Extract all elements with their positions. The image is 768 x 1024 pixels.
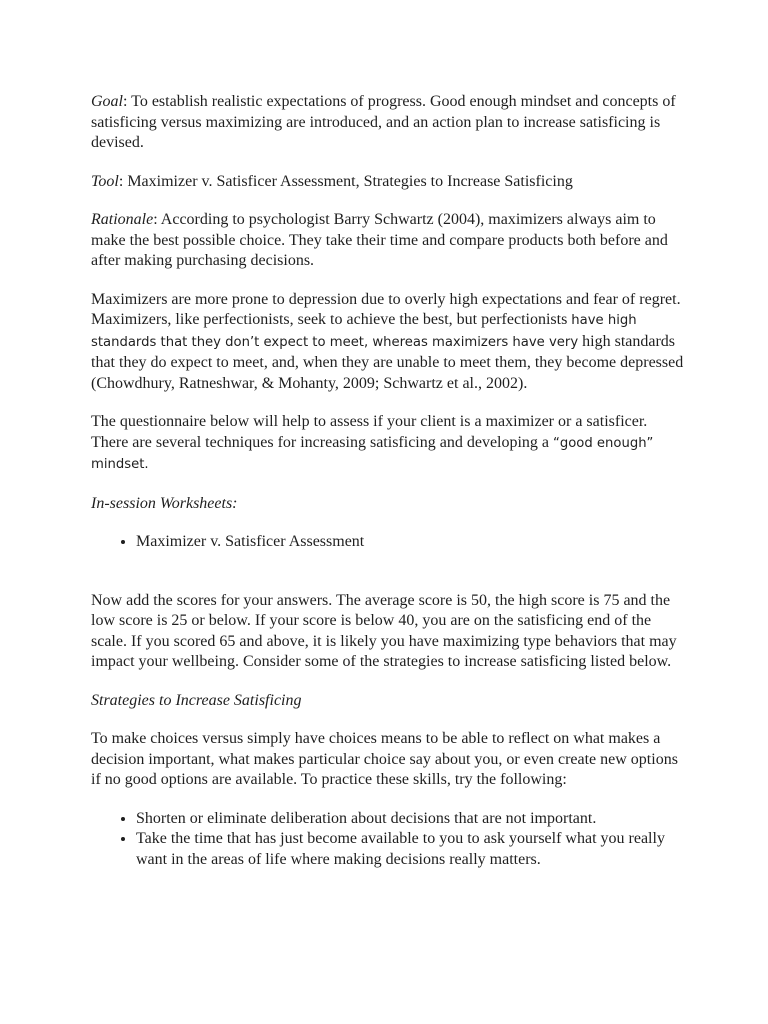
strategy-item: • Shorten or eliminate deliberation about decisions that are not important.: [136, 809, 686, 830]
strategy-item: • Take the time that has just become available to you to ask yourself what you really want in the areas of life where making decisions really matters.: [136, 829, 686, 870]
strategies-heading: Strategies to Increase Satisficing: [91, 691, 302, 709]
goal-text: : To establish realistic expectations of progress. Good enough mindset and concepts of satisficing versus maximizing are introduced, and an action plan to increase satisficing is devised.: [91, 93, 676, 151]
rationale-paragraph: [91, 210, 686, 272]
strategies-list: [91, 809, 686, 871]
document-page: [91, 92, 686, 888]
tool-label: Tool: [91, 172, 119, 190]
choices-paragraph: To make choices versus simply have choices means to be able to reflect on what makes a decision important, what makes particular choice say about you, or even create new options if no good options are available. To practice these skills, try the following:: [91, 730, 678, 788]
scores-paragraph: Now add the scores for your answers. The average score is 50, the high score is 75 and the low score is 25 or below. If your score is below 40, you are on the satisficing end of the scale. If you scored 65 and above, it is likely you have maximizing type behaviors that may impact your wellbeing. Consider some of the strategies to increase satisficing listed below.: [91, 591, 677, 670]
questionnaire-paragraph: [91, 412, 686, 476]
section-spacer: [91, 571, 686, 591]
maximizers-paragraph: [91, 290, 686, 395]
maximizers-text-3: high standards that they do expect to meet, and, when they are unable to meet them, they become depressed (Chowdhury, Ratneshwar, & Mohanty, 2009; Schwartz et al., 2002).: [91, 332, 684, 392]
insession-heading: In-session Worksheets:: [91, 494, 238, 512]
goal-label: Goal: [91, 93, 123, 110]
questionnaire-text-1: The questionnaire below will help to assess if your client is a maximizer or a satisficer. There are several techniques for increasing satisficing and developing a: [91, 413, 648, 451]
tool-text: : Maximizer v. Satisficer Assessment, Strategies to Increase Satisficing: [118, 172, 573, 190]
worksheet-item: • Maximizer v. Satisficer Assessment: [136, 532, 686, 553]
tool-paragraph: [91, 172, 686, 193]
rationale-text: : According to psychologist Barry Schwartz (2004), maximizers always aim to make the best possible choice. They take their time and compare products both before and after making purchasing decisions.: [91, 211, 668, 269]
questionnaire-text-2: “good enough” mindset.: [91, 435, 654, 472]
rationale-label: Rationale: [91, 211, 154, 228]
maximizers-text-1: Maximizers are more prone to depression due to overly high expectations and fear of regret. Maximizers, like perfectionists, seek to achieve the best, but perfectionists: [91, 290, 681, 328]
worksheets-list: [91, 532, 686, 553]
goal-paragraph: [91, 92, 686, 154]
maximizers-text-2: have high standards that they don’t expect to meet, whereas maximizers have very: [91, 313, 637, 350]
